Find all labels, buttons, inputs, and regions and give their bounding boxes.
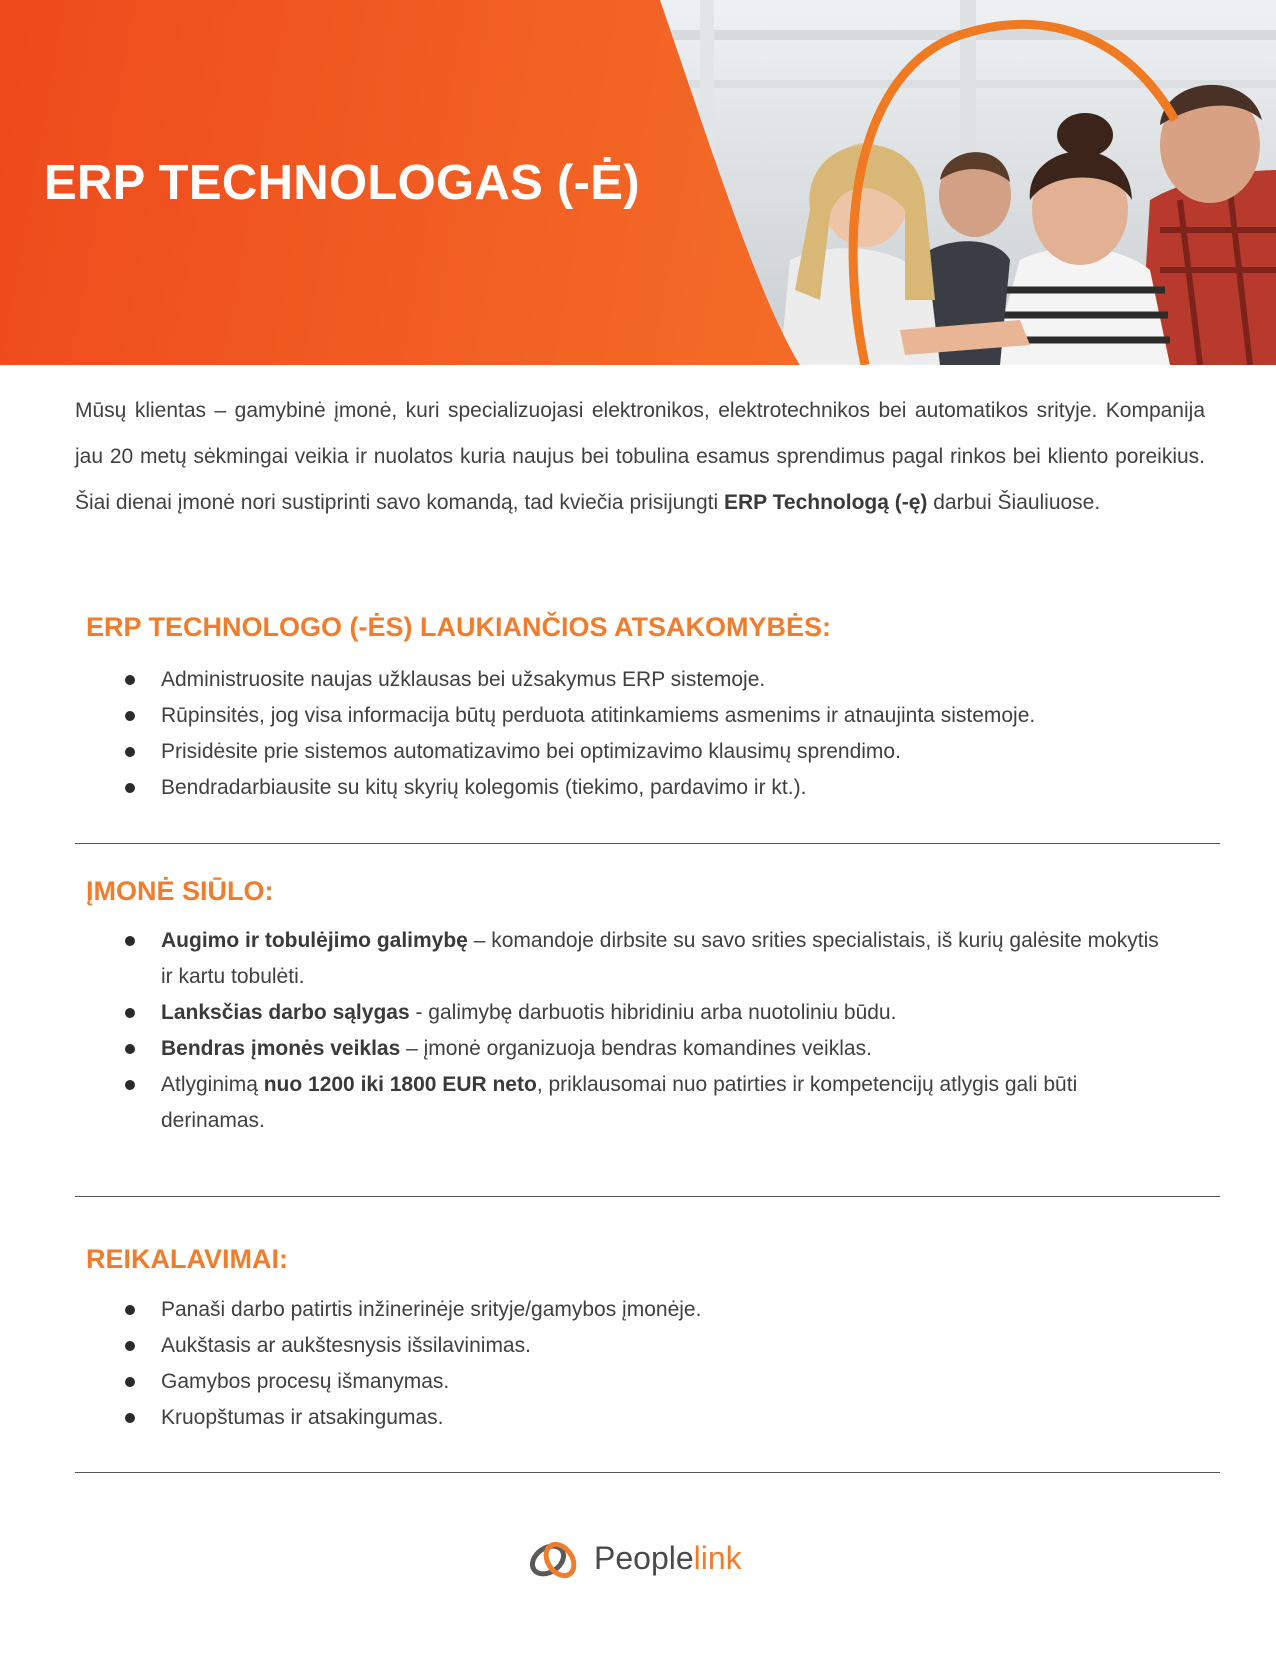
list-item: Prisidėsite prie sistemos automatizavimo bei optimizavimo klausimų sprendimo. [120,734,1035,770]
list-item [120,923,1165,995]
list-item [120,1031,1165,1067]
offer-text: , priklausomai nuo patirties ir kompetencijų atlygis gali būti derinamas. [161,1073,1078,1132]
responsibilities-list [120,662,1035,806]
divider [75,843,1220,844]
list-item: Administruosite naujas užklausas bei užsakymus ERP sistemoje. [120,662,1035,698]
page-title: ERP TECHNOLOGAS (-Ė) [44,156,640,210]
logo-word-link: link [693,1540,742,1576]
offer-highlight: Lanksčias darbo sąlygas [161,1001,410,1024]
header-banner [0,0,1276,365]
intro-job-title: ERP Technologą (-ę) [724,491,928,514]
list-item: Kruopštumas ir atsakingumas. [120,1400,701,1436]
list-item: Bendradarbiausite su kitų skyrių kolegomis (tiekimo, pardavimo ir kt.). [120,770,1035,806]
requirements-heading: REIKALAVIMAI: [86,1244,288,1274]
responsibilities-heading: ERP TECHNOLOGO (-ĖS) LAUKIANČIOS ATSAKOMYBĖS: [86,612,832,642]
offer-text: - galimybę darbuotis hibridiniu arba nuotoliniu būdu. [409,1001,897,1024]
offers-list [120,923,1165,1139]
offer-highlight: Augimo ir tobulėjimo galimybę [161,929,468,952]
peoplelink-logo [524,1530,764,1590]
offers-heading: ĮMONĖ SIŪLO: [86,876,274,906]
requirements-list [120,1292,701,1436]
intro-text-end: darbui Šiauliuose. [927,491,1101,514]
peoplelink-logo-icon [524,1530,586,1590]
list-item: Panaši darbo patirtis inžinerinėje srityje/gamybos įmonėje. [120,1292,701,1328]
list-item: Aukštasis ar aukštesnysis išsilavinimas. [120,1328,701,1364]
offer-text: – komandoje dirbsite su savo srities specialistais, iš kurių galėsite mokytis ir kartu tobulėti. [161,929,1159,988]
salary-range: nuo 1200 iki 1800 EUR neto [263,1073,537,1096]
intro-text-start: Mūsų klientas – gamybinė įmonė, kuri specializuojasi elektronikos, elektrotechnikos bei automatikos srityje. Kompanija jau 20 metų sėkmingai veikia ir nuolatos kuria naujus bei tobulina esamus sprendimus pagal rinkos bei kliento poreikius. Šiai dienai įmonė nori sustiprinti savo komandą, tad kviečia prisijungti [75,399,1205,514]
divider [75,1472,1220,1473]
list-item: Gamybos procesų išmanymas. [120,1364,701,1400]
list-item [120,995,1165,1031]
logo-wordmark [594,1540,742,1577]
list-item: Rūpinsitės, jog visa informacija būtų perduota atitinkamiems asmenims ir atnaujinta sistemoje. [120,698,1035,734]
offer-text-prefix: Atlyginimą [161,1073,264,1096]
offer-highlight: Bendras įmonės veiklas [161,1037,401,1060]
intro-paragraph [75,388,1205,526]
list-item [120,1067,1165,1139]
logo-word-people: People [594,1540,694,1576]
divider [75,1196,1220,1197]
offer-text: – įmonė organizuoja bendras komandines veiklas. [400,1037,872,1060]
